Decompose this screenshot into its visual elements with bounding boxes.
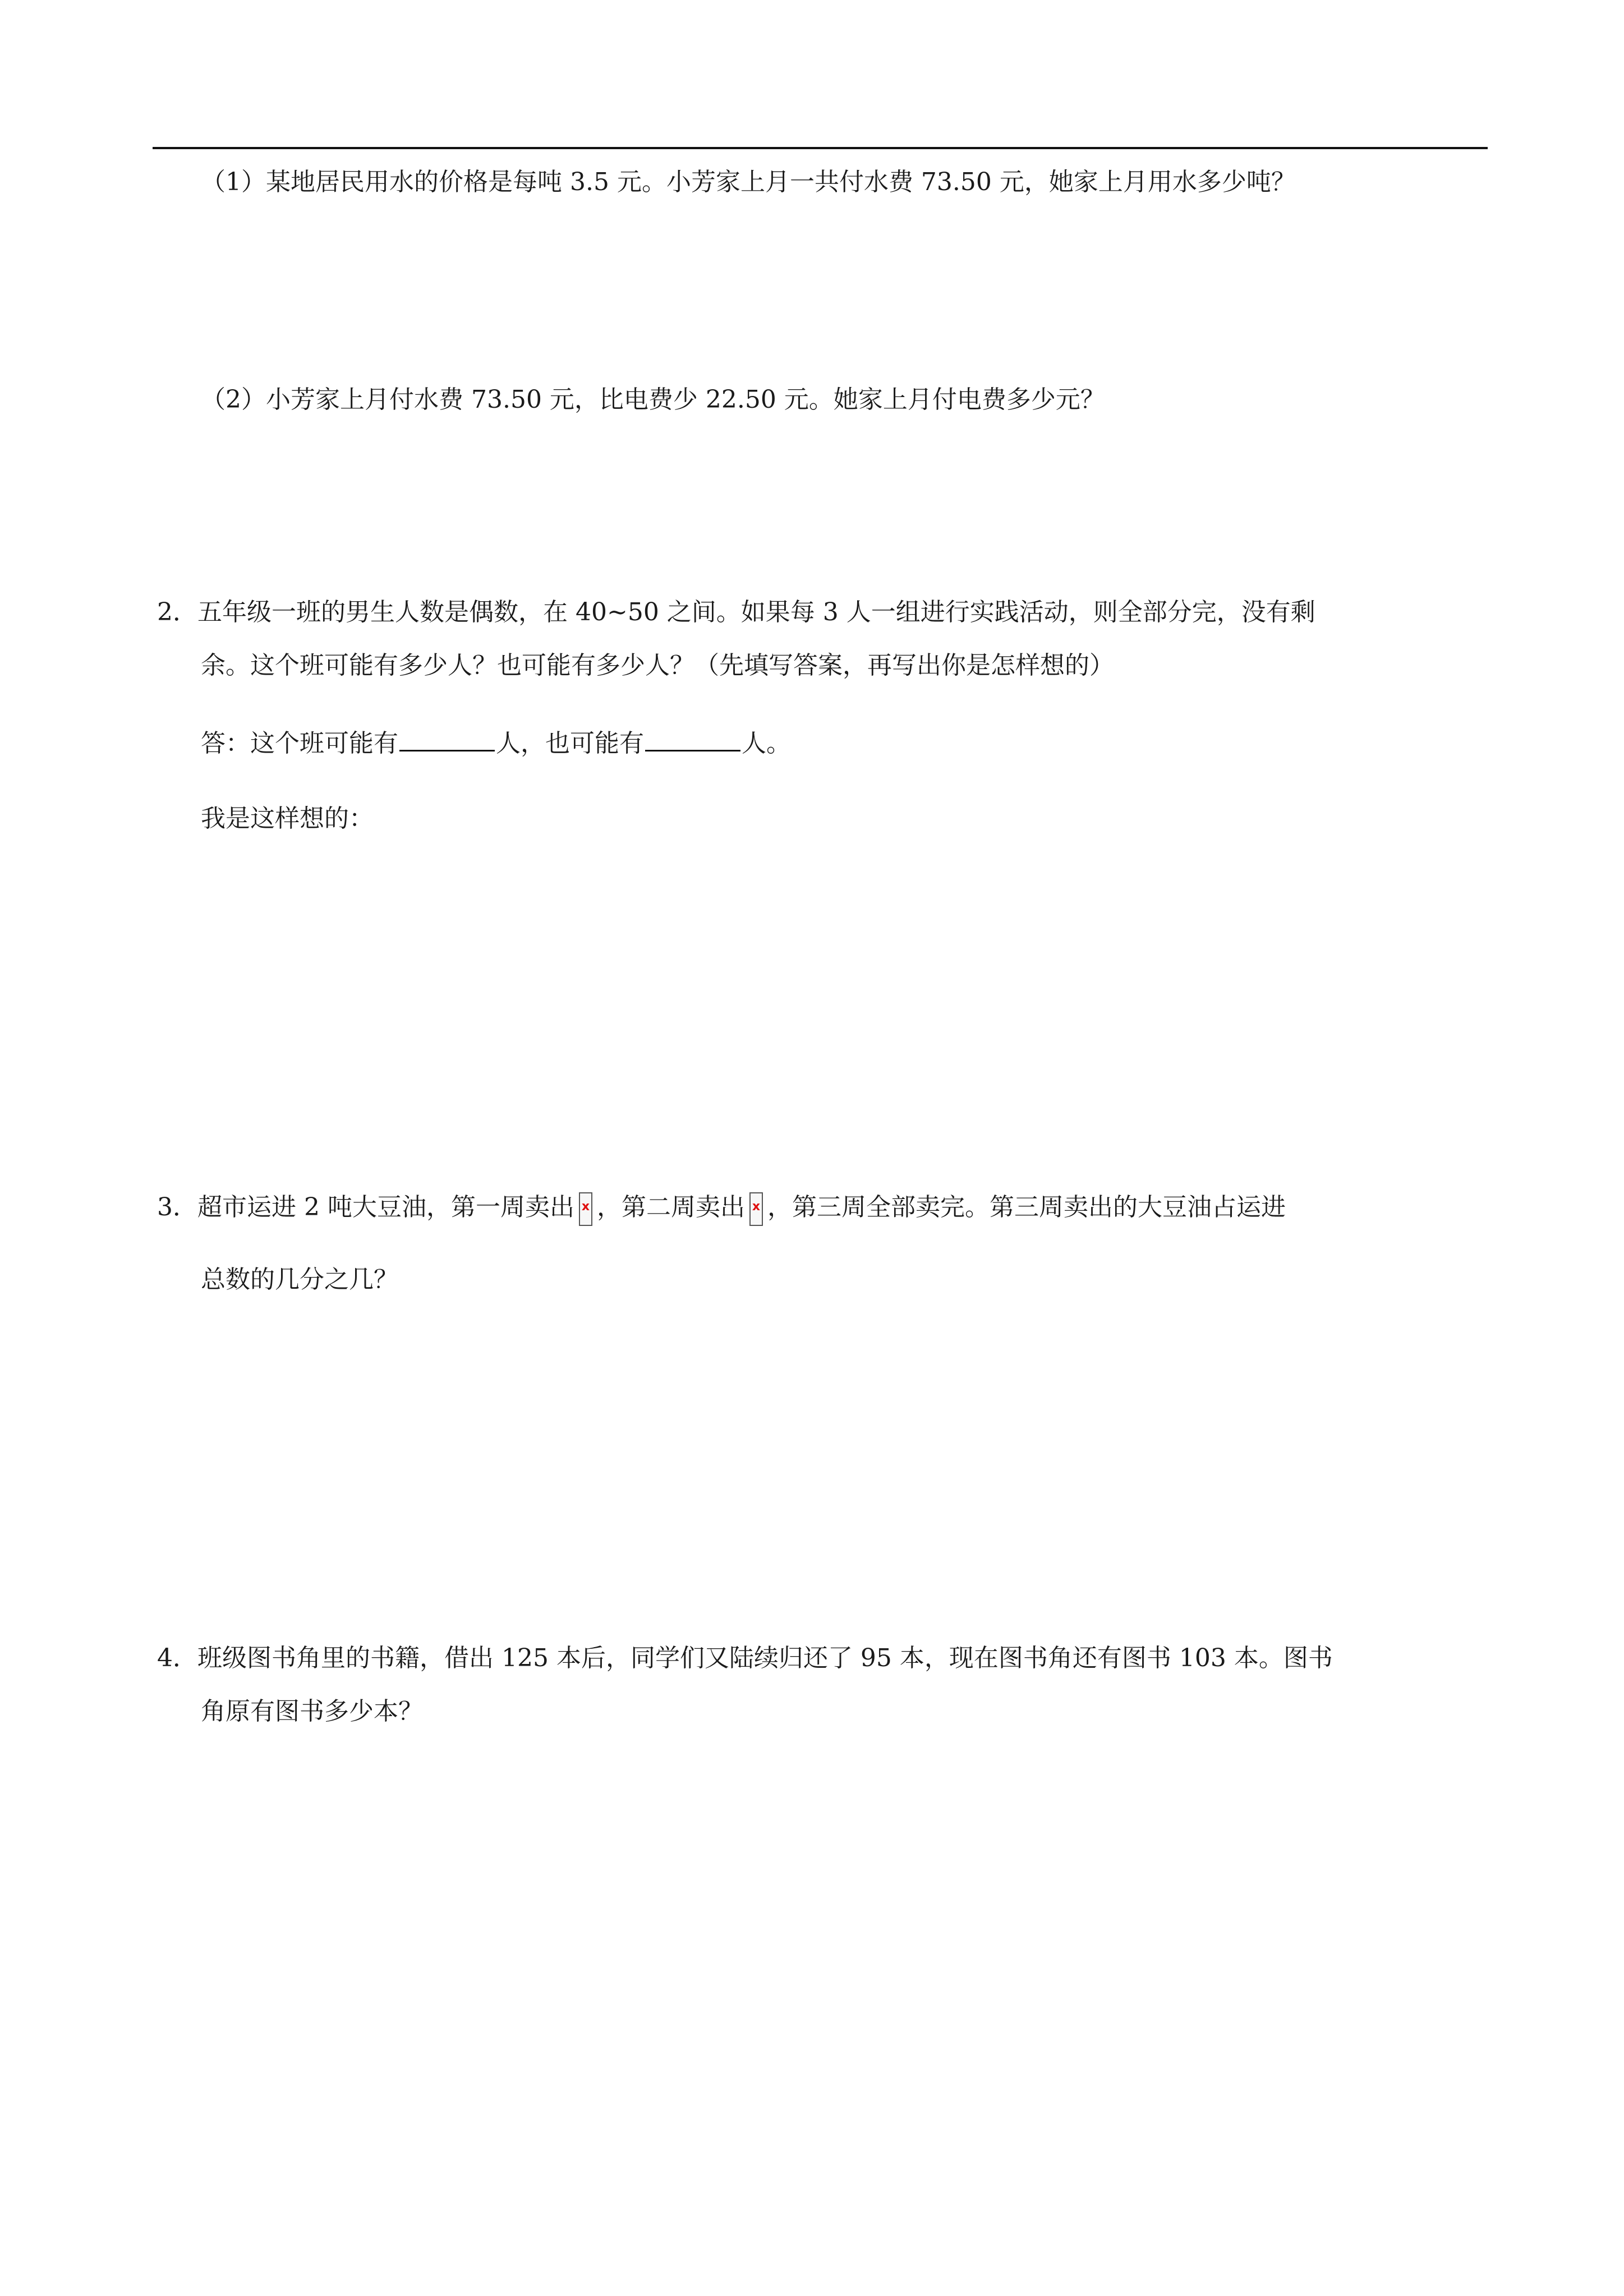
problem-1-part-1: （1）某地居民用水的价格是每吨 3.5 元。小芳家上月一共付水费 73.50 元，她家上月用水多少吨？ bbox=[201, 168, 1296, 196]
broken-image-icon: x bbox=[749, 1192, 763, 1226]
problem-2-answer bbox=[201, 725, 791, 760]
problem-3-text-c: ，第三周全部卖完。第三周卖出的大豆油占运进 bbox=[767, 1193, 1286, 1221]
problem-3-text-a: 3．超市运进 2 吨大豆油，第一周卖出 bbox=[157, 1193, 574, 1221]
problem-3-text-b: ，第二周卖出 bbox=[596, 1193, 745, 1221]
problem-2-line-1: 2．五年级一班的男生人数是偶数，在 40~50 之间。如果每 3 人一组进行实践活动，则全部分完，没有剩 bbox=[157, 598, 1315, 626]
problem-2-line-2: 余。这个班可能有多少人？也可能有多少人？（先填写答案，再写出你是怎样想的） bbox=[201, 651, 1114, 680]
answer-blank-2[interactable] bbox=[645, 725, 740, 751]
problem-4-line-2: 角原有图书多少本？ bbox=[201, 1697, 423, 1726]
problem-3-line-1 bbox=[157, 1191, 1286, 1226]
problem-4-line-1: 4．班级图书角里的书籍，借出 125 本后，同学们又陆续归还了 95 本，现在图书角还有图书 103 本。图书 bbox=[157, 1644, 1333, 1672]
answer-suffix: 人。 bbox=[742, 729, 791, 758]
header-rule bbox=[153, 147, 1488, 149]
answer-middle: 人，也可能有 bbox=[496, 729, 644, 758]
answer-blank-1[interactable] bbox=[399, 725, 495, 751]
problem-3-line-2: 总数的几分之几？ bbox=[201, 1265, 398, 1294]
broken-image-icon: x bbox=[579, 1192, 592, 1226]
problem-1-part-2: （2）小芳家上月付水费 73.50 元，比电费少 22.50 元。她家上月付电费多少元？ bbox=[201, 385, 1105, 414]
problem-2-thinking-label: 我是这样想的： bbox=[201, 804, 374, 833]
answer-prefix: 答：这个班可能有 bbox=[201, 729, 398, 758]
